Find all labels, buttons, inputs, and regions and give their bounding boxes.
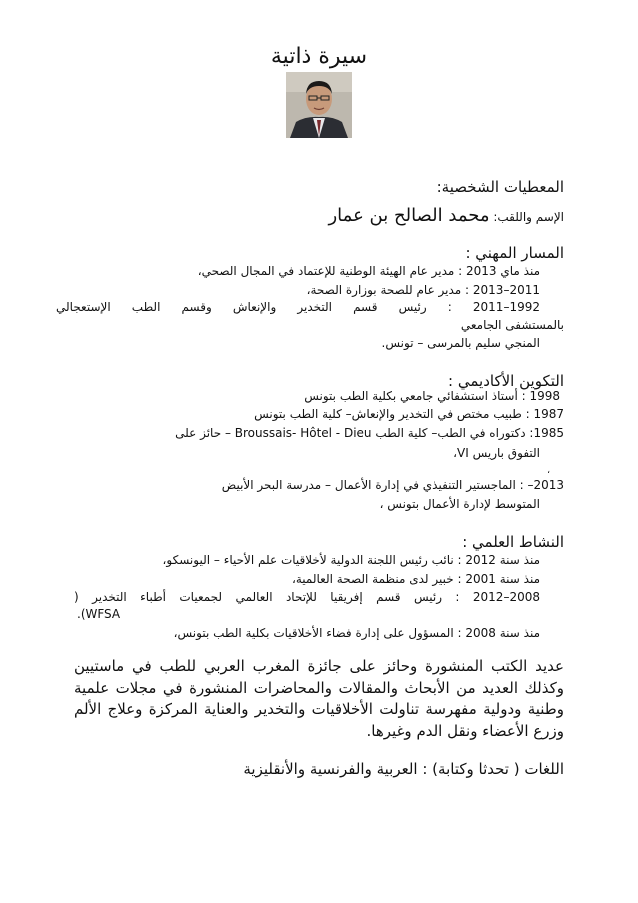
activity-line: منذ سنة 2012 : نائب رئيس اللجنة الدولية لأخلاقيات علم الأحياء – اليونسكو، (162, 553, 540, 567)
career-line: 2011–2013 : مدير عام للصحة بوزارة الصحة، (306, 283, 540, 297)
name-value: محمد الصالح بن عمار (328, 205, 490, 226)
career-line: المنجي سليم بالمرسى – تونس. (381, 336, 540, 350)
career-line: منذ ماي 2013 : مدير عام الهيئة الوطنية للإعتماد في المجال الصحي، (197, 264, 540, 278)
name-row (328, 205, 564, 228)
education-line: 2013– : الماجستير التنفيذي في إدارة الأعمال – مدرسة البحر الأبيض (221, 478, 564, 492)
education-line: 1987 : طبيب مختص في التخدير والإنعاش– كلية الطب بتونس (254, 407, 564, 421)
education-line: ، (547, 466, 550, 476)
personal-heading: المعطيات الشخصية: (436, 178, 564, 196)
portrait-image (286, 72, 352, 138)
page-title: سيرة ذاتية (270, 44, 368, 69)
education-line: التفوق باريس VI، (453, 446, 540, 460)
profile-photo (286, 72, 352, 138)
career-line: 1992–2011 : رئيس قسم التخدير والإنعاش وقسم الطب الإستعجالي (56, 300, 540, 314)
education-heading: التكوين الأكاديمي : (448, 372, 564, 390)
activity-line: WFSA). (77, 607, 121, 621)
languages-row (243, 760, 564, 778)
activity-line: منذ سنة 2001 : خبير لدى منظمة الصحة العالمية، (292, 572, 540, 586)
summary-paragraph: عديد الكتب المنشورة وحائز على جائزة المغرب العربي للطب في ماستيين وكذلك العديد من الأبحاث والمقالات والمحاضرات المنشورة في مجلات علمية وطنية ودولية مفهرسة تناولت الأخلاقيات والتخدير والعناية المركزة وعلاج الألم وزرع الأعضاء ونقل الدم وغيرها. (74, 657, 564, 740)
activity-line: منذ سنة 2008 : المسؤول على إدارة فضاء الأخلاقيات بكلية الطب بتونس، (173, 626, 540, 640)
career-heading: المسار المهني : (465, 244, 564, 262)
languages-value: العربية والفرنسية والأنقليزية (243, 760, 418, 778)
activity-heading: النشاط العلمي : (462, 533, 564, 551)
career-line: بالمستشفى الجامعي (460, 318, 564, 332)
education-line: المتوسط لإدارة الأعمال بتونس ، (379, 497, 540, 511)
education-line: 1985: دكتوراه في الطب– كلية الطب Broussais- Hôtel - Dieu – حائز على (175, 426, 564, 440)
activity-line: 2008–2012 : رئيس قسم إفريقيا للإتحاد العالمي لجمعيات أطباء التخدير ( (74, 590, 540, 604)
education-line: 1998 : أستاذ استشفائي جامعي بكلية الطب بتونس (304, 389, 560, 403)
languages-label: اللغات ( تحدثا وكتابة) : (422, 760, 564, 778)
name-label: الإسم واللقب: (493, 210, 564, 224)
